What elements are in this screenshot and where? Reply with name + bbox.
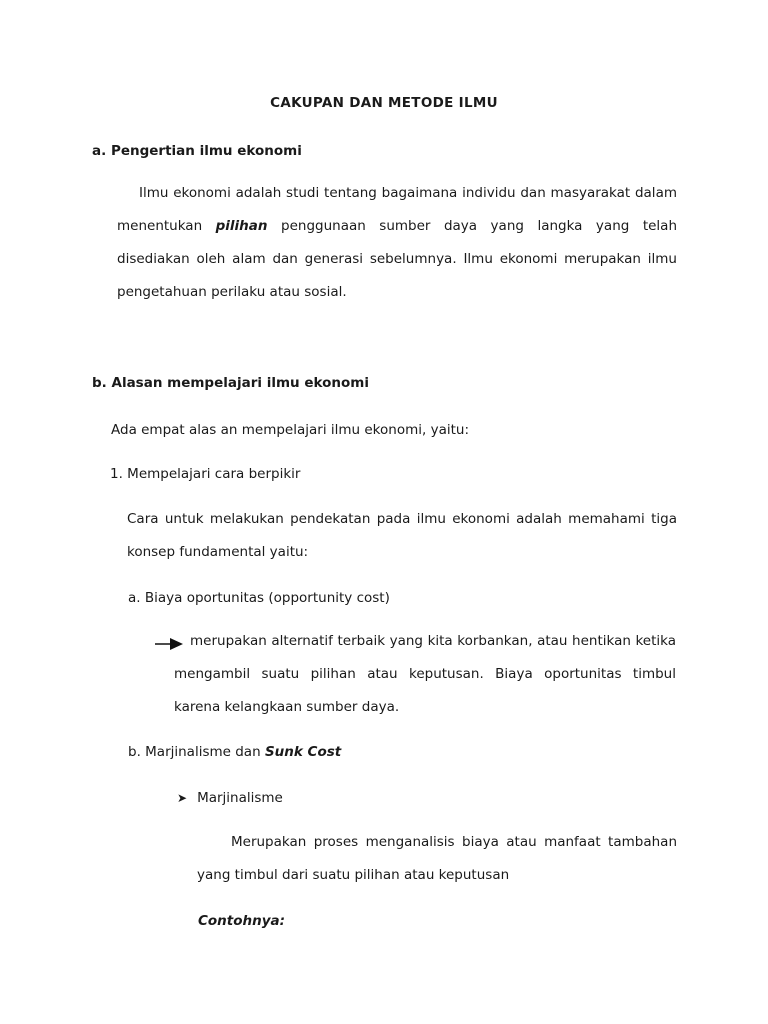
marjinalisme-paragraph: Merupakan proses menganalisis biaya atau manfaat tambahan yang timbul dari suatu pilihan atau keputusan: [197, 834, 677, 883]
item-1-paragraph: Cara untuk melakukan pendekatan pada ilmu ekonomi adalah memahami tiga konsep fundamental yaitu:: [127, 511, 677, 560]
emphasis-sunk-cost: Sunk Cost: [264, 744, 342, 760]
sub-b-label-prefix: b. Marjinalisme dan: [128, 744, 261, 760]
section-a-heading: a. Pengertian ilmu ekonomi: [92, 143, 302, 159]
section-a-text-start: Ilmu ekonomi adalah studi tentang bagaimana individu dan masyarakat dalam menentukan: [117, 185, 677, 234]
sub-a-paragraph: merupakan alternatif terbaik yang kita korbankan, atau hentikan ketika mengambil suatu pilihan atau keputusan. Biaya oportunitas timbul karena kelangkaan sumber daya.: [174, 633, 676, 715]
example-label: Contohnya:: [198, 913, 286, 929]
chevron-right-icon: ➤: [177, 791, 188, 805]
sub-a-label: a. Biaya oportunitas (opportunity cost): [128, 590, 390, 606]
bullet-item-marjinalisme: [177, 790, 283, 806]
page-title: CAKUPAN DAN METODE ILMU: [270, 95, 498, 111]
section-b-heading: b. Alasan mempelajari ilmu ekonomi: [92, 375, 369, 391]
item-1-label: 1. Mempelajari cara berpikir: [110, 466, 301, 482]
section-a-paragraph: [117, 177, 677, 309]
emphasis-pilihan: pilihan: [215, 218, 268, 234]
sub-b-label: [128, 744, 341, 760]
bullet-item-label: Marjinalisme: [197, 790, 283, 806]
section-a-text-end: penggunaan sumber daya yang langka yang telah disediakan oleh alam dan generasi sebelumnya. Ilmu ekonomi merupakan ilmu pengetahuan perilaku atau sosial.: [117, 218, 677, 300]
section-b-intro: Ada empat alas an mempelajari ilmu ekonomi, yaitu:: [111, 422, 469, 438]
